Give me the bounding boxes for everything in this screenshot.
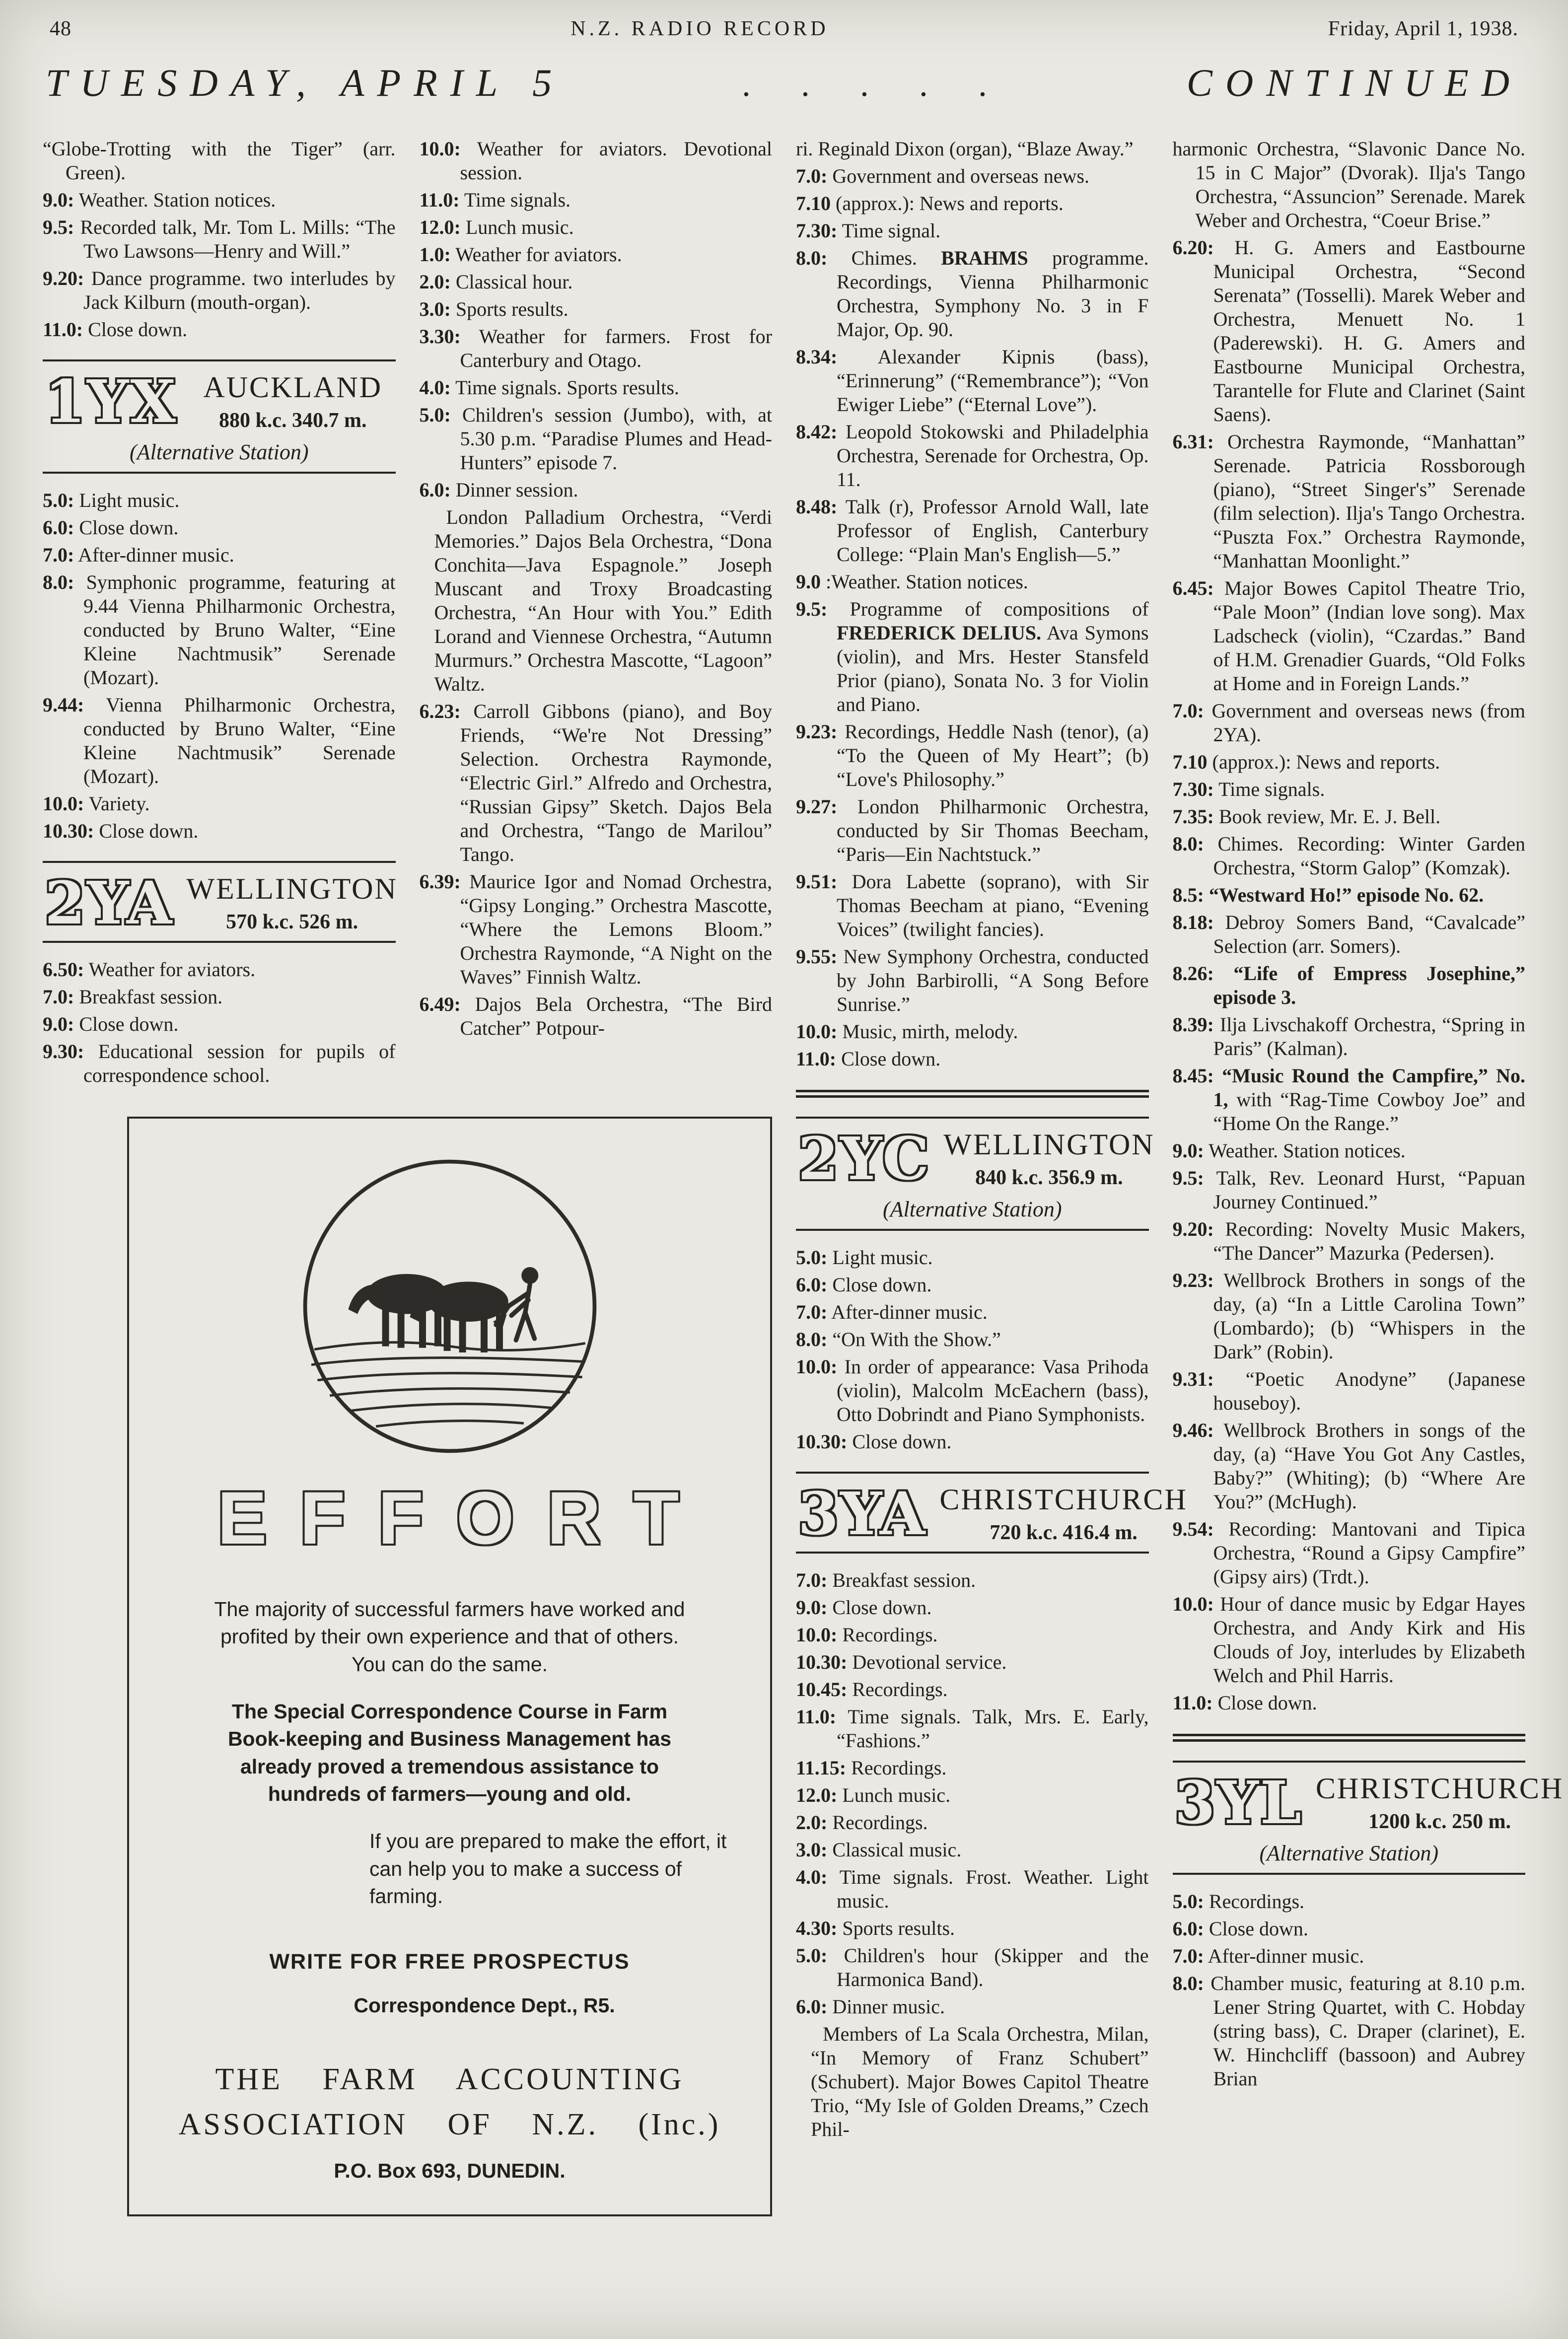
entry-time: 6.39: bbox=[419, 870, 461, 893]
station-city: AUCKLAND bbox=[203, 371, 383, 404]
program-entry: 11.0: Time signals. Talk, Mrs. E. Early, “Fashions.” bbox=[796, 1705, 1149, 1752]
entry-time: 8.0: bbox=[1172, 833, 1204, 855]
station-header-3yl bbox=[1173, 1761, 1564, 1875]
program-entry: 11.15: Recordings. bbox=[796, 1757, 947, 1779]
station-frequency: 570 k.c. 526 m. bbox=[226, 911, 358, 933]
station-city: WELLINGTON bbox=[186, 872, 398, 905]
entry-time: 6.0: bbox=[43, 516, 74, 539]
entry-time: 7.0: bbox=[796, 1569, 828, 1591]
program-continuation-text: harmonic Orchestra, “Slavonic Dance No. 15 in C Major” (Dvorak). Ilja's Tango Orchestra, “Assuncion” Serenade. Marek Weber and Orchestra, “Coeur Brise.” bbox=[1172, 138, 1525, 231]
program-entry: 2.0: Recordings. bbox=[796, 1811, 928, 1834]
issue-date: Friday, April 1, 1938. bbox=[1328, 17, 1518, 40]
page-number: 48 bbox=[50, 17, 71, 40]
entry-time: 7.0: bbox=[1172, 700, 1204, 722]
program-entry: 6.0: Dinner session. bbox=[419, 479, 578, 501]
station-info bbox=[939, 1483, 1187, 1545]
program-entry: 9.30: Educational session for pupils of correspondence school. bbox=[43, 1040, 396, 1086]
program-entry: 3.0: Sports results. bbox=[419, 298, 569, 320]
station-header-row bbox=[796, 1479, 1188, 1548]
program-entry: 7.35: Book review, Mr. E. J. Bell. bbox=[1172, 805, 1441, 828]
entry-time: 12.0: bbox=[796, 1784, 838, 1806]
program-entry: 6.0: Close down. bbox=[1172, 1917, 1308, 1940]
entry-time: 5.0: bbox=[43, 489, 74, 511]
program-entry: 5.0: Light music. bbox=[43, 489, 180, 511]
entry-time: 6.50: bbox=[43, 958, 84, 981]
entry-time: 9.20: bbox=[43, 267, 84, 289]
program-entry bbox=[1173, 883, 1526, 907]
program-entry: 8.0: “On With the Show.” bbox=[796, 1328, 1001, 1350]
program-entry: 10.0: Hour of dance music by Edgar Hayes Orchestra, and Andy Kirk and His Clouds of Joy, interludes by Elizabeth Welch and Phil Harris. bbox=[1172, 1593, 1525, 1687]
headline-dots: . . . . . bbox=[742, 66, 1009, 104]
entry-time: 7.10 bbox=[1172, 751, 1208, 773]
entry-time: 3.0: bbox=[419, 298, 451, 320]
emphasis-text: BRAHMS bbox=[941, 247, 1028, 269]
entry-time: 8.18: bbox=[1172, 911, 1214, 933]
program-entry: 11.0: Time signals. bbox=[419, 189, 571, 211]
entry-time: 10.30: bbox=[796, 1651, 848, 1673]
program-entry: 9.0: Weather. Station notices. bbox=[1172, 1139, 1406, 1162]
ad-paragraph-1: The majority of successful farmers have worked and profited by their own experience and that of others. You can do the same. bbox=[214, 1598, 685, 1676]
program-entry: 9.46: Wellbrock Brothers in songs of the day, (a) “Have You Got Any Castles, Baby?” (Whiting); (b) “Where Are You?” (McHugh). bbox=[1172, 1419, 1525, 1513]
program-entry: 10.45: Recordings. bbox=[796, 1678, 948, 1701]
program-entry: 1.0: Weather for aviators. bbox=[419, 243, 622, 266]
program-entry: 8.45: “Music Round the Campfire,” No. 1, with “Rag-Time Cowboy Joe” and “Home On the Range.” bbox=[1172, 1064, 1526, 1134]
right-half bbox=[796, 137, 1564, 2145]
entry-time: 11.0: bbox=[419, 189, 460, 211]
program-entry: 8.34: Alexander Kipnis (bass), “Erinnerung” (“Remembrance”); “Von Ewiger Liebe” (“Eternal Love”). bbox=[796, 346, 1149, 416]
program-entry: 9.23: Recordings, Heddle Nash (tenor), (a) “To the Queen of My Heart”; (b) “Love's Philosophy.” bbox=[796, 720, 1149, 790]
entry-time: 9.0: bbox=[796, 1596, 828, 1619]
entry-time: 6.20: bbox=[1172, 236, 1214, 259]
station-alternative-label: (Alternative Station) bbox=[1259, 1841, 1438, 1865]
program-entry: 7.0: After-dinner music. bbox=[1172, 1945, 1364, 1967]
entry-time: 8.48: bbox=[796, 496, 838, 518]
station-alternative-label: (Alternative Station) bbox=[130, 440, 309, 464]
program-entry: 8.48: Talk (r), Professor Arnold Wall, late Professor of English, Canterbury College: “Plain Man's English—5.” bbox=[796, 496, 1149, 566]
station-header-1yx bbox=[43, 359, 396, 474]
ad-prospectus-line: WRITE FOR FREE PROSPECTUS bbox=[269, 1950, 630, 1974]
ad-address: P.O. Box 693, DUNEDIN. bbox=[334, 2159, 566, 2183]
page-header bbox=[43, 17, 1525, 41]
program-entry: 12.0: Lunch music. bbox=[419, 216, 574, 238]
program-entry: 8.0: Chimes. Recording: Winter Garden Orchestra, “Storm Galop” (Komzak). bbox=[1172, 833, 1525, 879]
station-header-row bbox=[43, 868, 398, 937]
entry-time: 6.0: bbox=[796, 1274, 828, 1296]
entry-time: 10.0: bbox=[43, 792, 84, 815]
program-entry: 10.0: Music, mirth, melody. bbox=[796, 1020, 1018, 1043]
entry-time: 5.0: bbox=[796, 1944, 828, 1967]
station-callsign: 3YA bbox=[798, 1479, 927, 1548]
entry-time: 8.26: bbox=[1172, 962, 1214, 985]
program-entry: 9.20: Recording: Novelty Music Makers, “The Dancer” Mazurka (Pedersen). bbox=[1172, 1218, 1525, 1264]
entry-time: 4.30: bbox=[796, 1917, 838, 1939]
entry-time: 10.0: bbox=[796, 1624, 838, 1646]
station-info bbox=[943, 1128, 1154, 1190]
entry-time: 6.0: bbox=[419, 479, 451, 501]
program-continuation-text: “Globe-Trotting with the Tiger” (arr. Green). bbox=[43, 138, 396, 184]
ad-organisation-line-2: ASSOCIATION OF N.Z. (Inc.) bbox=[178, 2108, 721, 2142]
entry-time: 6.0: bbox=[796, 1995, 828, 2018]
program-entry: 8.0: Chimes. BRAHMS programme. Recordings, Vienna Philharmonic Orchestra, Symphony No. 3 in F Major, Op. 90. bbox=[796, 247, 1149, 341]
entry-time: 9.5: bbox=[43, 216, 74, 238]
program-entry: 7.0: Government and overseas news (from 2YA). bbox=[1172, 700, 1525, 746]
program-entry: 6.49: Dajos Bela Orchestra, “The Bird Catcher” Potpour- bbox=[419, 993, 772, 1039]
plough-team-illustration bbox=[161, 1152, 738, 1460]
station-header-row bbox=[1173, 1768, 1564, 1837]
program-entry: 9.44: Vienna Philharmonic Orchestra, conducted by Bruno Walter, “Eine Kleine Nachtmusik” Serenade (Mozart). bbox=[43, 694, 396, 787]
program-entry: 3.30: Weather for farmers. Frost for Canterbury and Otago. bbox=[419, 325, 772, 371]
program-entry: 6.31: Orchestra Raymonde, “Manhattan” Serenade. Patricia Rossborough (piano), “Street Singer's” Serenade (film selection). Ilja's Tango Orchestra. “Puszta Fox.” Orchestra Raymonde, “Manhattan Moonlight.” bbox=[1172, 430, 1525, 572]
program-entry: 8.42: Leopold Stokowski and Philadelphia Orchestra, Serenade for Orchestra, Op. 11. bbox=[796, 421, 1149, 491]
station-info bbox=[186, 872, 397, 934]
station-frequency: 880 k.c. 340.7 m. bbox=[218, 409, 367, 432]
entry-time: 6.0: bbox=[1172, 1917, 1204, 1940]
section-divider bbox=[796, 1090, 1149, 1098]
program-entry: 10.30: Close down. bbox=[43, 820, 199, 842]
program-entry: 11.0: Close down. bbox=[796, 1048, 941, 1070]
program-entry: 4.30: Sports results. bbox=[796, 1917, 955, 1939]
program-entry: 6.0: Dinner music. bbox=[796, 1995, 945, 2018]
station-callsign: 2YC bbox=[798, 1124, 931, 1193]
program-entry: 7.0: Government and overseas news. bbox=[796, 165, 1089, 187]
program-continuation-text: ri. Reginald Dixon (organ), “Blaze Away.” bbox=[796, 138, 1134, 160]
program-entry: 9.23: Wellbrock Brothers in songs of the day, (a) “In a Little Carolina Town” (Lombardo); (b) “Whispers in the Dark” (Robin). bbox=[1172, 1269, 1525, 1363]
entry-time: 9.23: bbox=[1172, 1269, 1214, 1291]
program-entry: 6.23: Carroll Gibbons (piano), and Boy Friends, “We're Not Dressing” Selection. Orchestra Raymonde, “Electric Girl.” Alfredo and Orchestra, “Russian Gipsy” Sketch. Dajos Bela and Orchestra, “Tango de Marilou” Tango. bbox=[419, 700, 772, 865]
entry-time: 8.0: bbox=[1172, 1972, 1204, 1994]
program-entry: 4.0: Time signals. Sports results. bbox=[419, 376, 679, 399]
entry-time: 8.45: bbox=[1172, 1064, 1214, 1087]
program-entry: 9.5: Talk, Rev. Leonard Hurst, “Papuan Journey Continued.” bbox=[1172, 1167, 1525, 1213]
station-info bbox=[1316, 1772, 1564, 1834]
entry-time: 10.0: bbox=[1172, 1593, 1214, 1615]
program-entry: 5.0: Light music. bbox=[796, 1246, 933, 1269]
ad-department-line: Correspondence Dept., R5. bbox=[354, 1994, 615, 2017]
column-1 bbox=[43, 137, 396, 1091]
ad-title: EFFORT bbox=[217, 1476, 712, 1559]
entry-time: 1.0: bbox=[419, 243, 451, 266]
program-entry: 9.20: Dance programme. two interludes by Jack Kilburn (mouth-organ). bbox=[43, 267, 396, 313]
program-entry: 8.0: Chamber music, featuring at 8.10 p.m. Lener String Quartet, with C. Hobday (string bass), C. Draper (clarinet), E. W. Hinchcliff (bassoon) and Aubrey Brian bbox=[1172, 1972, 1525, 2090]
emphasis-text: “Life of Empress Josephine,” episode 3. bbox=[1213, 962, 1526, 1008]
program-entry: 7.0: After-dinner music. bbox=[796, 1301, 988, 1323]
program-entry: 7.30: Time signals. bbox=[1172, 778, 1325, 800]
plough-vignette-svg bbox=[296, 1152, 604, 1460]
program-entry: 9.0: Close down. bbox=[43, 1013, 179, 1035]
entry-time: 9.55: bbox=[796, 945, 838, 968]
station-header-row bbox=[43, 366, 396, 436]
entry-time: 5.0: bbox=[419, 404, 451, 426]
entry-time: 6.49: bbox=[419, 993, 461, 1015]
program-entry: 10.0: Weather for aviators. Devotional session. bbox=[419, 138, 772, 184]
station-header-3ya bbox=[796, 1472, 1188, 1554]
entry-time: 2.0: bbox=[796, 1811, 828, 1834]
entry-time: 11.0: bbox=[43, 318, 83, 341]
ad-paragraph-2: The Special Correspondence Course in Farm Book-keeping and Business Management has already proved a tremendous assistance to hundreds of farmers—young and old. bbox=[227, 1700, 672, 1806]
station-city: CHRISTCHURCH bbox=[1315, 1772, 1564, 1805]
station-header-2ya bbox=[43, 861, 396, 943]
program-entry: 9.51: Dora Labette (soprano), with Sir Thomas Beecham at piano, “Evening Voices” (twilight fancies). bbox=[796, 870, 1149, 940]
entry-time: 10.30: bbox=[796, 1430, 848, 1453]
program-entry: 7.10 (approx.): News and reports. bbox=[796, 192, 1064, 214]
entry-time: 6.23: bbox=[419, 700, 461, 722]
entry-time: 10.0: bbox=[419, 138, 461, 160]
entry-time: 12.0: bbox=[419, 216, 461, 238]
program-entry: 9.27: London Philharmonic Orchestra, conducted by Sir Thomas Beecham, “Paris—Ein Nachtstuck.” bbox=[796, 795, 1149, 865]
right-column-pair bbox=[796, 137, 1564, 2145]
entry-time: 11.0: bbox=[1172, 1692, 1213, 1714]
program-entry: 7.0: After-dinner music. bbox=[43, 544, 234, 566]
program-entry: 6.0: Close down. bbox=[796, 1274, 932, 1296]
entry-time: 7.35: bbox=[1172, 805, 1214, 828]
station-frequency: 1200 k.c. 250 m. bbox=[1368, 1810, 1511, 1833]
program-entry: 12.0: Lunch music. bbox=[796, 1784, 951, 1806]
entry-time: 10.30: bbox=[43, 820, 94, 842]
entry-time: 5.0: bbox=[796, 1246, 828, 1269]
entry-time: 3.0: bbox=[796, 1839, 828, 1861]
entry-time: 9.5: bbox=[1172, 1167, 1204, 1189]
program-entry: 9.55: New Symphony Orchestra, conducted by John Barbirolli, “A Song Before Sunrise.” bbox=[796, 945, 1149, 1015]
entry-time: 9.27: bbox=[796, 795, 838, 818]
station-city: WELLINGTON bbox=[943, 1128, 1155, 1161]
program-detail-paragraph: Members of La Scala Orchestra, Milan, “In Memory of Franz Schubert” (Schubert). Major Bowes Capitol Theatre Trio, “My Isle of Golden Dreams,” Czech Phil- bbox=[811, 2023, 1149, 2140]
entry-time: 8.42: bbox=[796, 421, 838, 443]
left-column-pair bbox=[43, 137, 772, 1091]
emphasis-text: “Music Round the Campfire,” No. 1, bbox=[1213, 1064, 1526, 1111]
entry-time: 10.0: bbox=[796, 1020, 838, 1043]
entry-time: 8.0: bbox=[796, 1328, 828, 1350]
masthead: N.Z. RADIO RECORD bbox=[570, 17, 829, 40]
program-entry: 10.0: Recordings. bbox=[796, 1624, 938, 1646]
entry-time: 9.0: bbox=[43, 1013, 74, 1035]
station-callsign: 3YL bbox=[1174, 1768, 1303, 1837]
entry-time: 9.31: bbox=[1172, 1368, 1214, 1390]
program-entry: 2.0: Classical hour. bbox=[419, 271, 573, 293]
entry-time: 9.23: bbox=[796, 720, 838, 743]
program-entry: 11.0: Close down. bbox=[43, 318, 188, 341]
entry-time: 5.0: bbox=[1172, 1890, 1204, 1913]
station-frequency: 720 k.c. 416.4 m. bbox=[990, 1521, 1138, 1544]
entry-time: 11.0: bbox=[796, 1705, 837, 1728]
emphasis-text: FREDERICK DELIUS. bbox=[837, 622, 1042, 644]
station-callsign: 1YX bbox=[45, 366, 177, 436]
program-entry: 9.5: Recorded talk, Mr. Tom L. Mills: “The Two Lawsons—Henry and Will.” bbox=[43, 216, 396, 262]
entry-time: 9.0: bbox=[43, 189, 74, 211]
entry-time: 7.30: bbox=[1172, 778, 1214, 800]
entry-time: 4.0: bbox=[796, 1866, 828, 1888]
entry-time: 9.51: bbox=[796, 870, 838, 893]
entry-time: 6.45: bbox=[1172, 577, 1214, 599]
program-entry: 9.0 :Weather. Station notices. bbox=[796, 570, 1028, 593]
program-entry: 5.0: Children's hour (Skipper and the Harmonica Band). bbox=[796, 1944, 1149, 1990]
program-entry: 5.0: Recordings. bbox=[1172, 1890, 1305, 1913]
program-entry: 10.30: Devotional service. bbox=[796, 1651, 1007, 1673]
program-detail-paragraph: London Palladium Orchestra, “Verdi Memories.” Dajos Bela Orchestra, “Dona Conchita—Java Espagnole.” Joseph Muscant and Troxy Broadcasting Orchestra, “An Hour with You.” Edith Lorand and Viennese Orchestra, “Autumn Murmurs.” Orchestra Mascotte, “Lagoon” Waltz. bbox=[434, 506, 772, 695]
entry-time: 6.31: bbox=[1172, 430, 1214, 453]
entry-time: 7.0: bbox=[43, 986, 74, 1008]
horses-silhouette bbox=[348, 1274, 508, 1352]
entry-time: 11.0: bbox=[796, 1048, 837, 1070]
content-columns bbox=[43, 137, 1564, 2216]
program-entry: 10.0: Variety. bbox=[43, 792, 150, 815]
program-entry: 8.18: Debroy Somers Band, “Cavalcade” Selection (arr. Somers). bbox=[1172, 911, 1525, 957]
entry-time: 9.0: bbox=[1172, 1139, 1204, 1162]
program-entry: 9.54: Recording: Mantovani and Tipica Orchestra, “Round a Gipsy Campfire” (Gipsy airs) (Trdt.). bbox=[1172, 1518, 1525, 1588]
entry-time: 8.0: bbox=[43, 571, 74, 593]
entry-time: 7.0: bbox=[1172, 1945, 1204, 1967]
station-header-row bbox=[796, 1124, 1155, 1193]
station-frequency: 840 k.c. 356.9 m. bbox=[975, 1166, 1123, 1189]
section-headline bbox=[46, 61, 1522, 105]
entry-time: 7.0: bbox=[796, 165, 828, 187]
headline-continued: CONTINUED bbox=[1186, 61, 1522, 104]
station-city: CHRISTCHURCH bbox=[939, 1483, 1188, 1516]
entry-time: 8.0: bbox=[796, 247, 828, 269]
ad-paragraph-3: If you are prepared to make the effort, it can help you to make a success of farming. bbox=[369, 1830, 727, 1908]
entry-time: 10.45: bbox=[796, 1678, 848, 1701]
station-header-2yc bbox=[796, 1117, 1155, 1231]
column-4 bbox=[1172, 137, 1564, 2094]
entry-time: 9.54: bbox=[1172, 1518, 1214, 1540]
program-entry: 8.0: Symphonic programme, featuring at 9.44 Vienna Philharmonic Orchestra, conducted by Bruno Walter, “Eine Kleine Nachtmusik” Serenade (Mozart). bbox=[43, 571, 396, 689]
program-entry: 6.50: Weather for aviators. bbox=[43, 958, 256, 981]
program-entry: 4.0: Time signals. Frost. Weather. Light music. bbox=[796, 1866, 1149, 1912]
headline-day: TUESDAY, APRIL 5 bbox=[46, 61, 565, 104]
entry-time: 7.0: bbox=[43, 544, 74, 566]
program-entry: 9.0: Close down. bbox=[796, 1596, 932, 1619]
program-entry: 3.0: Classical music. bbox=[796, 1839, 962, 1861]
program-entry: 5.0: Children's session (Jumbo), with, at 5.30 p.m. “Paradise Plumes and Head-Hunters” episode 7. bbox=[419, 404, 772, 474]
program-entry: 9.31: “Poetic Anodyne” (Japanese houseboy). bbox=[1172, 1368, 1525, 1414]
entry-time: 7.10 bbox=[796, 192, 831, 214]
entry-time: 8.5: bbox=[1172, 884, 1204, 906]
program-entry: 10.30: Close down. bbox=[796, 1430, 952, 1453]
entry-time: 7.0: bbox=[796, 1301, 828, 1323]
entry-time: 10.0: bbox=[796, 1355, 838, 1378]
entry-time: 9.30: bbox=[43, 1040, 84, 1063]
program-entry: 10.0: In order of appearance: Vasa Prihoda (violin), Malcolm McEachern (bass), Otto Dobrindt and Piano Symphonists. bbox=[796, 1355, 1149, 1425]
program-entry: 6.45: Major Bowes Capitol Theatre Trio, “Pale Moon” (Indian love song). Max Ladscheck (violin), “Czardas.” Band of H.M. Grenadier Guards, “Old Folks at Home and in Foreign Lands.” bbox=[1172, 577, 1525, 695]
program-entry bbox=[1173, 962, 1526, 1009]
farm-accounting-advertisement bbox=[127, 1117, 772, 2216]
emphasis-text: “Westward Ho!” episode No. 62. bbox=[1209, 884, 1484, 906]
program-entry: 7.0: Breakfast session. bbox=[796, 1569, 976, 1591]
left-half bbox=[43, 137, 772, 2216]
entry-time: 9.44: bbox=[43, 694, 84, 716]
section-divider bbox=[1173, 1734, 1526, 1742]
program-entry: 7.30: Time signal. bbox=[796, 219, 941, 242]
station-info bbox=[190, 370, 396, 432]
program-entry: 6.20: H. G. Amers and Eastbourne Municipal Orchestra, “Second Serenata” (Tosselli). Marek Weber and Orchestra, Menuett No. 1 (Paderewski). H. G. Amers and Eastbourne Municipal Orchestra, Tarantelle for Flute and Clarinet (Saint Saens). bbox=[1172, 236, 1525, 425]
column-2 bbox=[420, 137, 773, 1044]
program-entry: 9.0: Weather. Station notices. bbox=[43, 189, 276, 211]
program-entry: 6.0: Close down. bbox=[43, 516, 179, 539]
ad-organisation-line-1: THE FARM ACCOUNTING bbox=[215, 2062, 684, 2097]
program-entry: 7.10 (approx.): News and reports. bbox=[1172, 751, 1440, 773]
program-entry: 8.39: Ilja Livschakoff Orchestra, “Spring in Paris” (Kalman). bbox=[1172, 1013, 1525, 1060]
entry-time: 9.5: bbox=[796, 598, 828, 620]
entry-time: 2.0: bbox=[419, 271, 451, 293]
entry-time: 11.15: bbox=[796, 1757, 847, 1779]
station-alternative-label: (Alternative Station) bbox=[883, 1197, 1062, 1221]
program-entry: 6.39: Maurice Igor and Nomad Orchestra, “Gipsy Longing.” Orchestra Mascotte, “Where the Lemons Bloom.” Orchestra Raymonde, “A Night on the Waves” Finnish Waltz. bbox=[419, 870, 772, 988]
station-callsign: 2YA bbox=[45, 868, 174, 937]
entry-time: 4.0: bbox=[419, 376, 451, 399]
entry-time: 9.46: bbox=[1172, 1419, 1214, 1441]
entry-time: 8.34: bbox=[796, 346, 838, 368]
entry-time: 7.30: bbox=[796, 219, 838, 242]
program-entry: 7.0: Breakfast session. bbox=[43, 986, 223, 1008]
entry-time: 9.20: bbox=[1172, 1218, 1214, 1240]
program-entry: 9.5: Programme of compositions of FREDERICK DELIUS. Ava Symons (violin), and Mrs. Hester Stansfeld Prior (piano), Sonata No. 3 for Violin and Piano. bbox=[796, 598, 1149, 715]
program-entry: 11.0: Close down. bbox=[1172, 1692, 1317, 1714]
entry-time: 8.39: bbox=[1172, 1013, 1214, 1036]
entry-time: 3.30: bbox=[419, 325, 461, 348]
entry-time: 9.0 bbox=[796, 570, 821, 593]
